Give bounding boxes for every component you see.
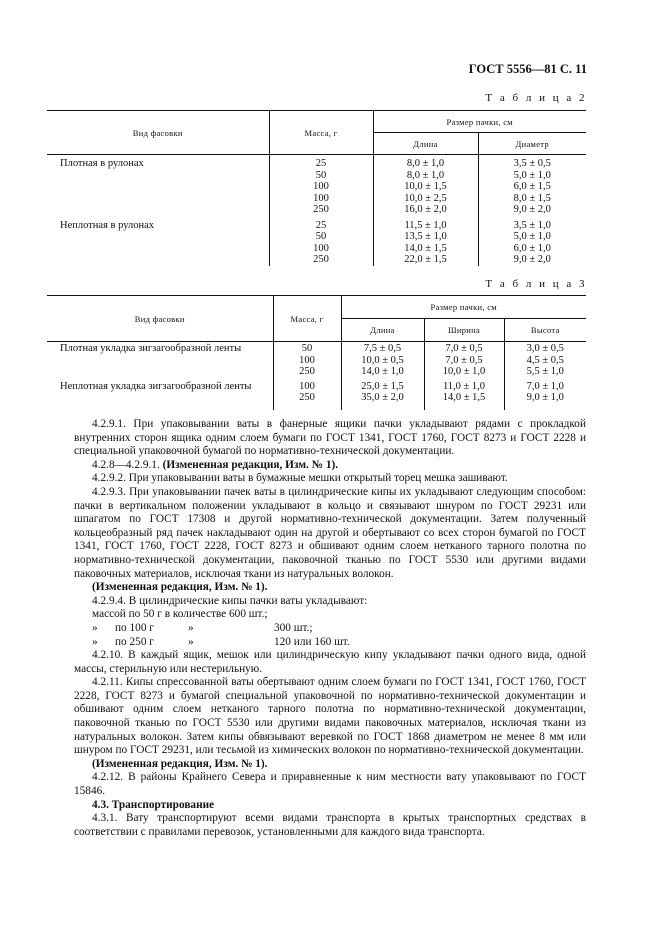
paragraph-4-2-12: 4.2.12. В районы Крайнего Севера и приравненные к ним местности вату упаковывают по ГОСТ 15846. <box>74 771 586 798</box>
paragraph-4-2-9-4: 4.2.9.4. В цилиндрические кипы пачки ваты укладывают: <box>92 594 368 607</box>
table3-cell-length: 25,0 ± 1,5 35,0 ± 2,0 <box>341 380 424 410</box>
table3-header-kind: Вид фасовки <box>47 296 273 342</box>
table3-cell-mass: 100 250 <box>273 380 341 410</box>
kipy-line-text: массой по 50 г в количестве 600 шт.; <box>92 608 268 621</box>
page-header: ГОСТ 5556—81 С. 11 <box>468 62 587 76</box>
edit-note: (Измененная редакция, Изм. № 1). <box>92 757 268 770</box>
table2-header-length: Длина <box>373 133 478 155</box>
table3-cell-length: 7,5 ± 0,5 10,0 ± 0,5 14,0 ± 1,0 <box>341 342 424 380</box>
ditto-mark: » <box>92 635 98 648</box>
kipy-count: 120 или 160 шт. <box>274 635 350 648</box>
table2-cell-mass: 25 50 100 250 <box>269 219 373 266</box>
table2-header-mass: Масса, г <box>269 111 373 155</box>
table2-cell-length: 8,0 ± 1,0 8,0 ± 1,0 10,0 ± 1,5 10,0 ± 2,5 16,0 ± 2,0 <box>373 155 478 219</box>
table2-cell-kind: Плотная в рулонах <box>47 155 269 219</box>
table2-caption: Т а б л и ц а 2 <box>485 92 587 104</box>
table2-cell-length: 11,5 ± 1,0 13,5 ± 1,0 14,0 ± 1,5 22,0 ± 1,5 <box>373 219 478 266</box>
table3-header-height: Высота <box>504 319 586 342</box>
table-row <box>47 342 586 380</box>
table2-cell-kind: Неплотная в рулонах <box>47 219 269 266</box>
table2-cell-mass: 25 50 100 100 250 <box>269 155 373 219</box>
table3-cell-kind: Неплотная укладка зигзагообразной ленты <box>47 380 273 410</box>
kipy-line <box>74 636 586 650</box>
table2-cell-diameter: 3,5 ± 1,0 5,0 ± 1,0 6,0 ± 1,0 9,0 ± 2,0 <box>513 219 551 265</box>
table2-cell-diameter: 3,5 ± 0,5 5,0 ± 1,0 6,0 ± 1,5 8,0 ± 1,5 9,0 ± 2,0 <box>513 158 551 215</box>
ditto-mark: » <box>92 621 98 634</box>
kipy-line <box>74 608 586 622</box>
table-row <box>47 219 586 266</box>
ditto-mark: » <box>188 635 194 648</box>
paragraph-4-2-11: 4.2.11. Кипы спрессованной ваты обертывают одним слоем бумаги по ГОСТ 1341, ГОСТ 1760, ГОСТ 2228, ГОСТ 8273 и бумагой специальной упаковочной по нормативно-технической документации и обшивают одним слоем нетканого тарного полотна по нормативно-технической документации, паковочной тканью по ГОСТ 5530 или другими видами паковочных материалов, исключая ткани из натуральных волокон. Затем кипы обвязывают веревкой по ГОСТ 1868 диаметром не менее 8 мм или шнуром по ГОСТ 29231, или тесьмой из химических волокон по нормативно-технической документации. <box>74 676 586 757</box>
table-row <box>47 155 586 219</box>
ditto-mark: » <box>188 621 194 634</box>
table3-header-length: Длина <box>341 319 424 342</box>
table2-header-kind: Вид фасовки <box>47 111 269 155</box>
table3-cell-height: 7,0 ± 1,0 9,0 ± 1,0 <box>526 380 564 403</box>
table2 <box>47 110 586 266</box>
table2-header-size: Размер пачки, см <box>373 111 586 133</box>
table2-header-diameter: Диаметр <box>478 133 586 155</box>
table3 <box>47 295 586 410</box>
table3-caption: Т а б л и ц а 3 <box>485 278 587 290</box>
edit-note: (Измененная редакция, Изм. № 1). <box>92 581 268 594</box>
paragraph-4-2-9-3: 4.2.9.3. При упаковывании пачек ваты в цилиндрические кипы их укладывают следующим способом: пачки в вертикальном положении укладывают в кольцо и связывают шнуром по ГОСТ 29231 или шпагатом по ГОСТ 17308 и другой нормативно-технической документации. Затем полученный кольцеобразный ряд пачек накладывают один на другой и обертывают со всех сторон бумагой по ГОСТ 1341, ГОСТ 1760, ГОСТ 2228, ГОСТ 8273 и обшивают одним слоем нетканого тарного полотна по нормативно-технической документации, паковочной тканью по ГОСТ 5530 или другими видами паковочных материалов, исключая ткани из натуральных волокон. <box>74 485 586 580</box>
paragraph-4-2-9-2: 4.2.9.2. При упаковывании ваты в бумажные мешки открытый торец мешка зашивают. <box>92 472 508 485</box>
paragraph-4-2-10: 4.2.10. В каждый ящик, мешок или цилиндрическую кипу укладывают пачки одного вида, одной массы, стерильную или нестерильную. <box>74 649 586 675</box>
table3-cell-width: 7,0 ± 0,5 7,0 ± 0,5 10,0 ± 1,0 <box>424 342 504 380</box>
paragraph-4-2-9-1: 4.2.9.1. При упаковывании ваты в фанерные ящики пачки укладывают рядами с прокладкой внутренних сторон ящика одним слоем бумаги по ГОСТ 1341, ГОСТ 1760, ГОСТ 8273 и ГОСТ 2228 и специальной упаковочной бумагой по нормативно-технической документации. <box>74 418 586 458</box>
edit-note-number: 4.2.8—4.2.9.1. <box>92 458 160 471</box>
table3-cell-width: 11,0 ± 1,0 14,0 ± 1,5 <box>424 380 504 410</box>
kipy-line <box>74 622 586 636</box>
table-row <box>47 380 586 410</box>
table3-header-mass: Масса, г <box>273 296 341 342</box>
table3-header-size: Размер пачки, см <box>341 296 586 319</box>
kipy-count: 300 шт.; <box>274 621 313 634</box>
kipy-mass: по 250 г <box>115 635 154 648</box>
table3-header-width: Ширина <box>424 319 504 342</box>
paragraph-4-3-1: 4.3.1. Вату транспортируют всеми видами транспорта в крытых транспортных средствах в соответствии с правилами перевозок, установленными для каждого вида транспорта. <box>74 812 586 838</box>
table3-cell-kind: Плотная укладка зигзагообразной ленты <box>47 342 273 380</box>
section-heading: 4.3. Транспортирование <box>92 798 215 811</box>
edit-note-text: (Измененная редакция, Изм. № 1). <box>162 458 339 471</box>
edit-note <box>74 459 586 473</box>
table3-cell-mass: 50 100 250 <box>273 342 341 380</box>
table3-cell-height: 3,0 ± 0,5 4,5 ± 0,5 5,5 ± 1,0 <box>526 343 564 377</box>
kipy-mass: по 100 г <box>115 621 154 634</box>
body-text <box>74 418 586 839</box>
